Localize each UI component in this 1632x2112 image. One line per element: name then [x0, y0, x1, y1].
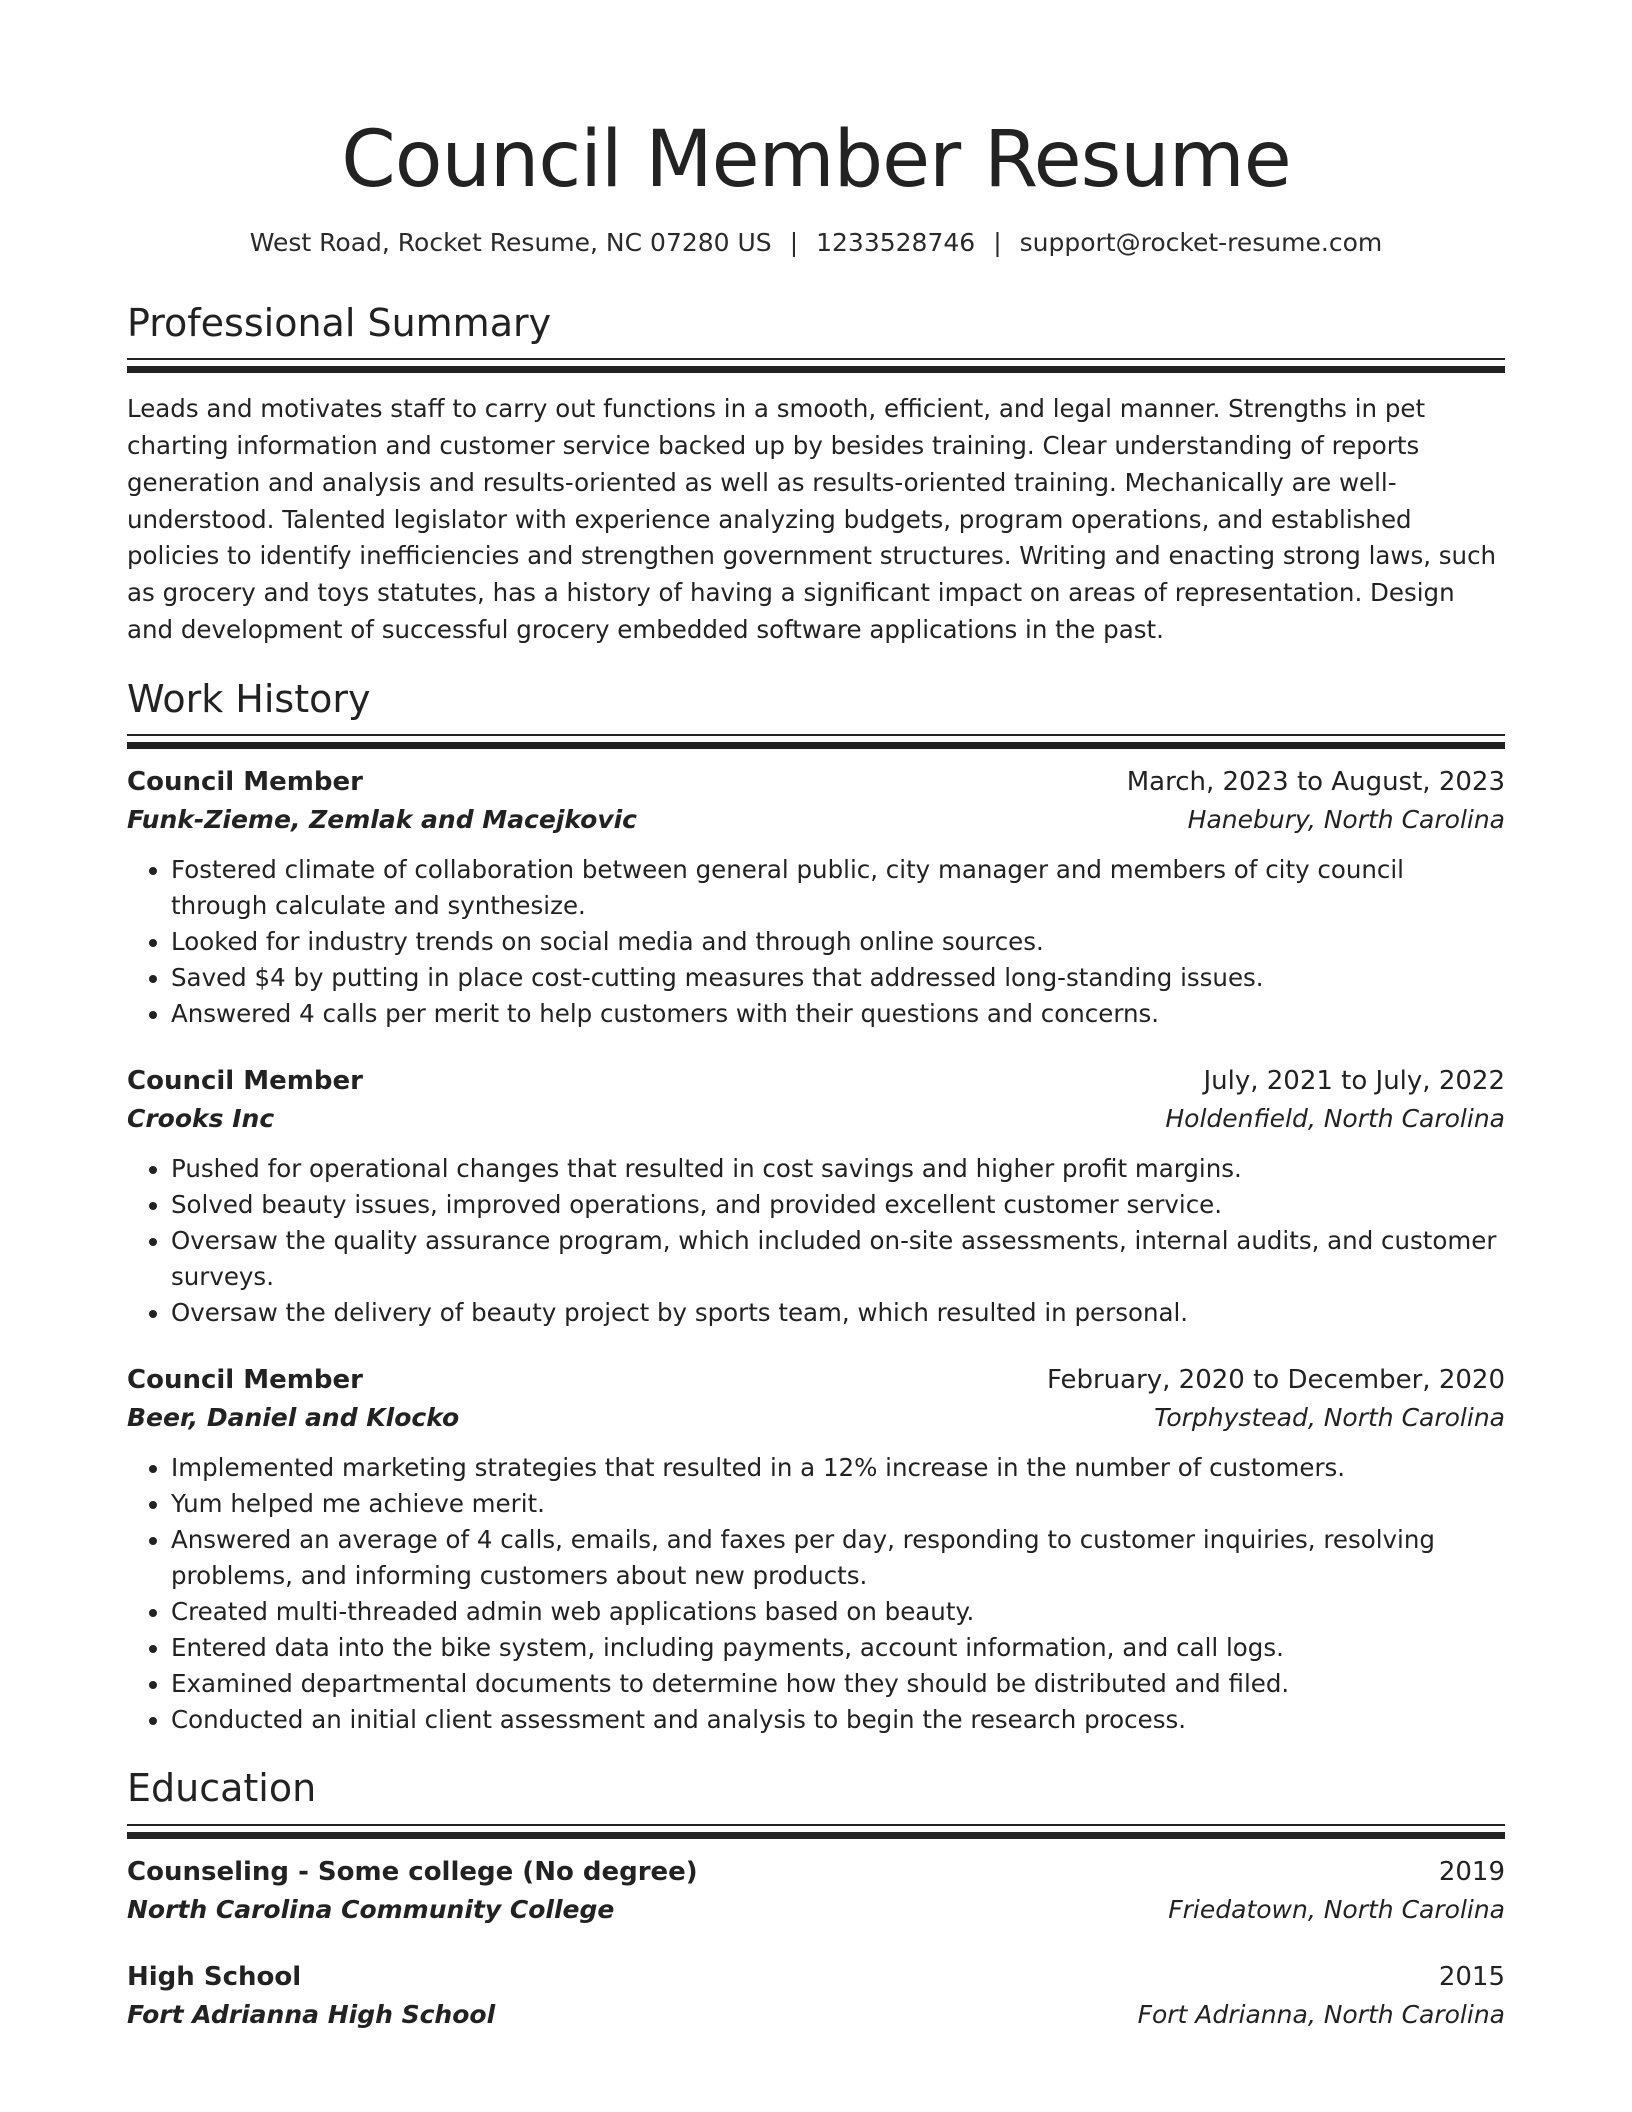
job-dates: February, 2020 to December, 2020 [1046, 1365, 1505, 1396]
job-bullets [127, 1151, 1505, 1331]
resume-title: Council Member Resume [341, 115, 1291, 205]
education-list [127, 1857, 1505, 2029]
job-header-row [127, 767, 1505, 797]
job-bullet-item: • Examined departmental documents to determine how they should be distributed and filed. [171, 1666, 1505, 1702]
contact-email: support@rocket-resume.com [1019, 227, 1383, 257]
job-bullet-item: • Created multi-threaded admin web applications based on beauty. [171, 1594, 1505, 1630]
education-header-row [127, 1962, 1505, 1992]
contact-separator: | [789, 227, 799, 257]
education-school: Fort Adrianna High School [127, 1999, 496, 2029]
contact-address: West Road, Rocket Resume, NC 07280 US [249, 227, 772, 257]
contact-separator: | [993, 227, 1002, 257]
job-bullet-item: • Oversaw the quality assurance program, which included on-site assessments, internal audits, and customer surveys. [171, 1223, 1505, 1295]
job-company: Funk-Zieme, Zemlak and Macejkovic [127, 805, 637, 835]
job-list [127, 767, 1505, 1738]
job-location: Torphystead, North Carolina [1154, 1403, 1505, 1433]
section-divider [127, 1824, 1505, 1839]
job-bullet-item: • Implemented marketing strategies that resulted in a 12% increase in the number of customers. [171, 1450, 1505, 1486]
job-bullet-item: • Saved $4 by putting in place cost-cutting measures that addressed long-standing issues. [171, 960, 1505, 996]
job-location: Hanebury, North Carolina [1187, 805, 1505, 835]
education-entry [127, 1857, 1505, 1924]
education-school-row [127, 1895, 1505, 1924]
education-location: Fort Adrianna, North Carolina [1137, 1999, 1505, 2029]
contact-line [127, 228, 1505, 257]
job-company-row [127, 1403, 1505, 1432]
section-divider [127, 358, 1505, 373]
education-header-row [127, 1857, 1505, 1887]
section-heading: Education [127, 1766, 317, 1811]
job-bullet-item: • Solved beauty issues, improved operations, and provided excellent customer service. [171, 1187, 1505, 1223]
job-company: Crooks Inc [127, 1104, 275, 1134]
education-location: Friedatown, North Carolina [1168, 1894, 1505, 1924]
job-bullet-item: • Answered an average of 4 calls, emails, and faxes per day, responding to customer inquiries, resolving problems, and informing customers about new products. [171, 1522, 1505, 1594]
work-history-section [127, 677, 1505, 1739]
job-bullets [127, 1450, 1505, 1738]
job-bullet-item: • Conducted an initial client assessment and analysis to begin the research process. [171, 1702, 1505, 1738]
job-bullet-item: • Pushed for operational changes that resulted in cost savings and higher profit margins. [171, 1151, 1505, 1187]
job-company: Beer, Daniel and Klocko [127, 1403, 460, 1433]
summary-text: Leads and motivates staff to carry out functions in a smooth, efficient, and legal manner. Strengths in pet charting information and customer service backed up by besides training. Clear understanding of reports generation and analysis and results-oriented as well as results-oriented training. Mechanically are well-understood. Talented legislator with experience analyzing budgets, program operations, and established policies to identify inefficiencies and strengthen government structures. Writing and enacting strong laws, such as grocery and toys statutes, has a history of having a significant impact on areas of representation. Design and development of successful grocery embedded software applications in the past. [127, 394, 1497, 644]
education-year: 2019 [1438, 1856, 1505, 1887]
job-bullet-item: • Looked for industry trends on social media and through online sources. [171, 924, 1505, 960]
job-dates: March, 2023 to August, 2023 [1126, 767, 1505, 798]
section-heading: Professional Summary [127, 300, 552, 345]
job-company-row [127, 1104, 1505, 1133]
job-entry [127, 767, 1505, 1032]
job-company-row [127, 805, 1505, 834]
job-bullet-item: • Answered 4 calls per merit to help customers with their questions and concerns. [171, 996, 1505, 1032]
education-school: North Carolina Community College [127, 1894, 615, 1924]
contact-phone: 1233528746 [816, 227, 976, 257]
job-title: Council Member [127, 767, 363, 798]
job-bullets [127, 852, 1505, 1032]
education-year: 2015 [1438, 1961, 1505, 1992]
job-entry [127, 1365, 1505, 1738]
section-heading: Work History [127, 676, 371, 721]
section-divider [127, 734, 1505, 749]
education-degree: High School [127, 1961, 302, 1992]
job-title: Council Member [127, 1066, 363, 1097]
job-bullet-item: • Yum helped me achieve merit. [171, 1486, 1505, 1522]
summary-section [127, 301, 1505, 649]
education-entry [127, 1962, 1505, 2029]
job-bullet-item: • Entered data into the bike system, including payments, account information, and call logs. [171, 1630, 1505, 1666]
education-school-row [127, 2000, 1505, 2029]
education-degree: Counseling - Some college (No degree) [127, 1856, 698, 1887]
job-header-row [127, 1066, 1505, 1096]
job-header-row [127, 1365, 1505, 1395]
job-location: Holdenfield, North Carolina [1165, 1104, 1505, 1134]
job-bullet-item: • Oversaw the delivery of beauty project by sports team, which resulted in personal. [171, 1295, 1505, 1331]
job-bullet-item: • Fostered climate of collaboration between general public, city manager and members of city council through calculate and synthesize. [171, 852, 1505, 924]
job-dates: July, 2021 to July, 2022 [1203, 1066, 1505, 1097]
job-entry [127, 1066, 1505, 1331]
job-title: Council Member [127, 1365, 363, 1396]
education-section [127, 1766, 1505, 2029]
